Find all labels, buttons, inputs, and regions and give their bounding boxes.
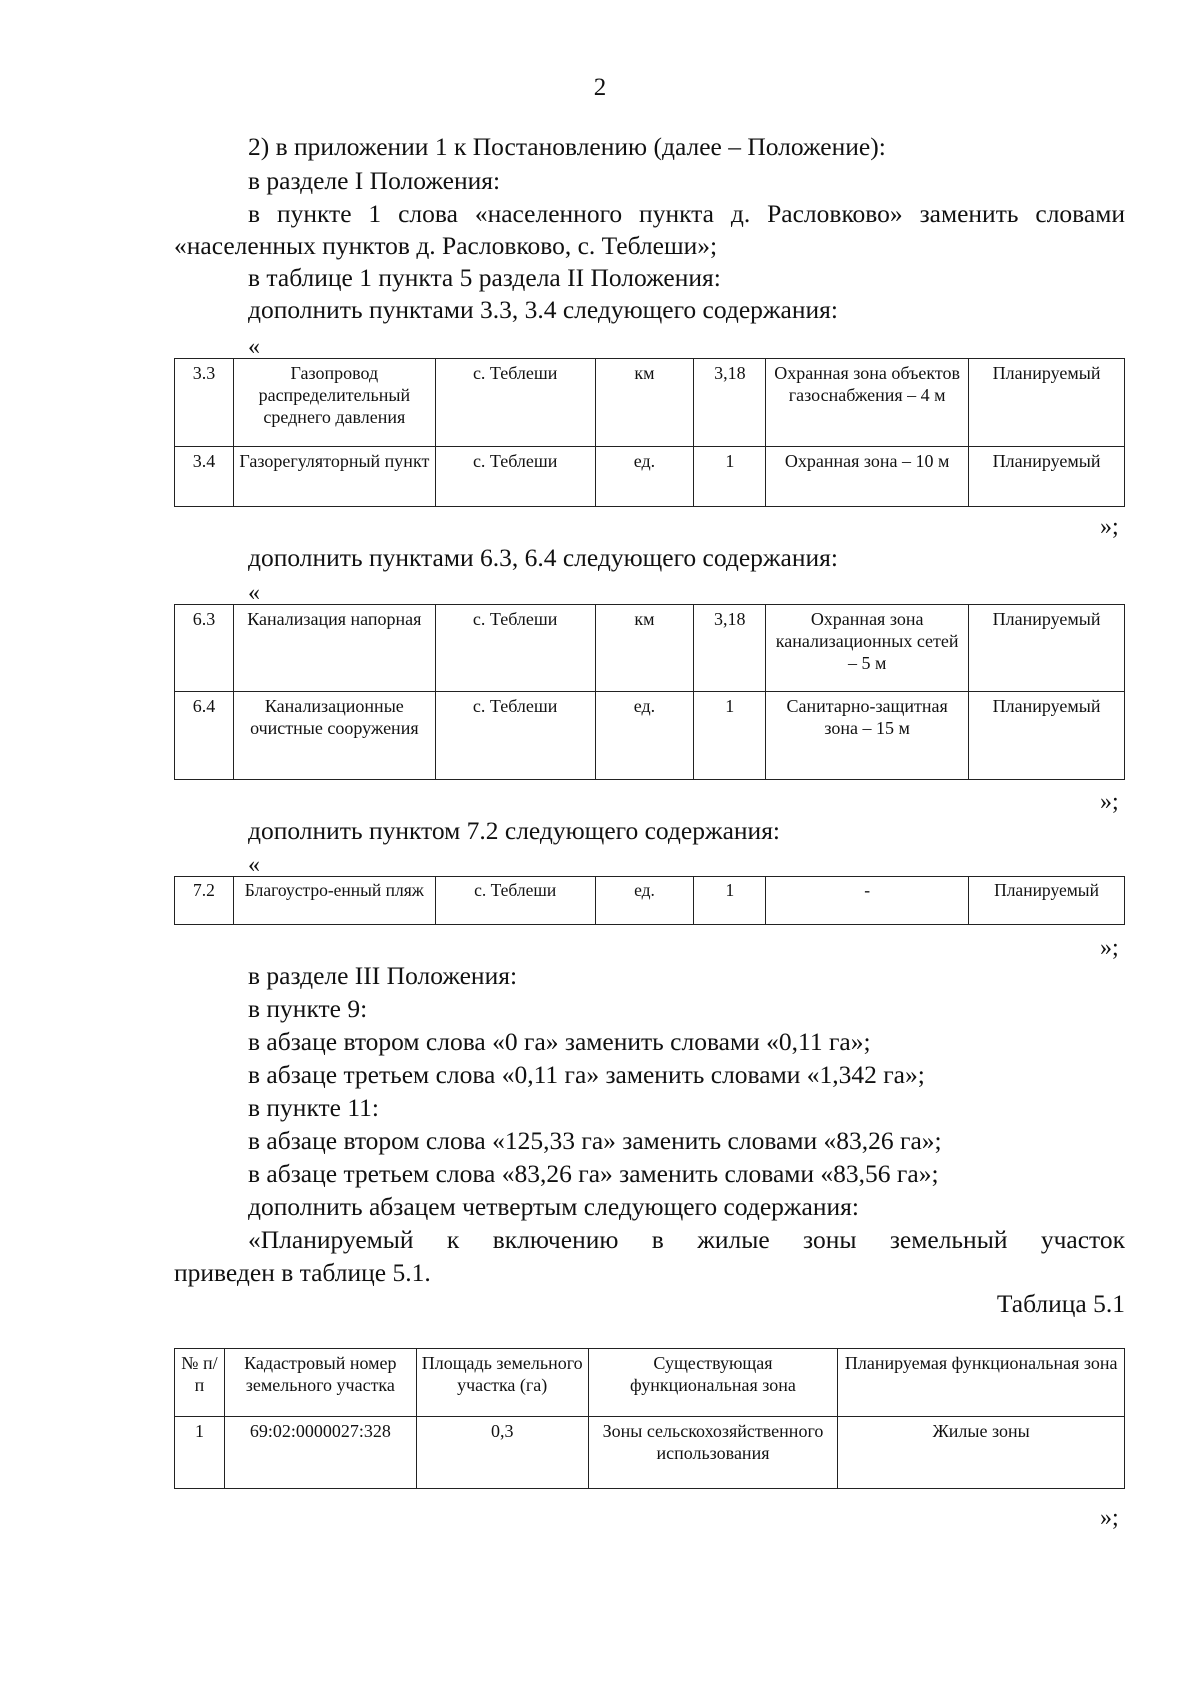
cell-zone: - <box>766 877 969 925</box>
paragraph: в пункте 9: <box>248 994 368 1023</box>
cell-unit: км <box>595 359 694 447</box>
paragraph: в абзаце втором слова «125,33 га» заменить словами «83,26 га»; <box>248 1126 942 1155</box>
cell-name: Газорегуляторный пункт <box>233 447 435 507</box>
header-area: Площадь земельного участка (га) <box>416 1349 588 1417</box>
cell-place: с. Теблеши <box>435 605 595 692</box>
cell-value: 3,18 <box>694 359 766 447</box>
table-row <box>175 605 1125 692</box>
paragraph: в таблице 1 пункта 5 раздела II Положения: <box>248 263 721 292</box>
cell-num: 7.2 <box>175 877 234 925</box>
paragraph: в пункте 1 слова «населенного пункта д. Расловково» заменить словами <box>248 199 1125 228</box>
cell-name: Канализационные очистные сооружения <box>233 692 435 780</box>
paragraph: дополнить пунктом 7.2 следующего содержания: <box>248 816 781 845</box>
cell-num: 6.3 <box>175 605 234 692</box>
table-row <box>175 692 1125 780</box>
cell-status: Планируемый <box>969 877 1125 925</box>
paragraph: в разделе I Положения: <box>248 166 501 195</box>
cell-status: Планируемый <box>969 359 1125 447</box>
cell-place: с. Теблеши <box>435 877 595 925</box>
cell-num: 3.4 <box>175 447 234 507</box>
cell-unit: км <box>595 605 694 692</box>
paragraph: в пункте 11: <box>248 1093 379 1122</box>
paragraph: «населенных пунктов д. Расловково, с. Теблеши»; <box>174 231 718 260</box>
paragraph: дополнить пунктами 6.3, 6.4 следующего содержания: <box>248 543 838 572</box>
cell-status: Планируемый <box>969 692 1125 780</box>
cell-num: 3.3 <box>175 359 234 447</box>
paragraph: в разделе III Положения: <box>248 961 518 990</box>
table-row <box>175 447 1125 507</box>
cell-status: Планируемый <box>969 447 1125 507</box>
cell-place: с. Теблеши <box>435 447 595 507</box>
cell-name: Благоустро-енный пляж <box>233 877 435 925</box>
open-quote: « <box>248 580 260 606</box>
cell-zone: Охранная зона канализационных сетей – 5 м <box>766 605 969 692</box>
cell-existing-zone: Зоны сельскохозяйственного использования <box>588 1417 838 1489</box>
paragraph: в абзаце третьем слова «0,11 га» заменить словами «1,342 га»; <box>248 1060 925 1089</box>
cell-zone: Охранная зона объектов газоснабжения – 4 м <box>766 359 969 447</box>
open-quote: « <box>248 334 260 360</box>
cell-zone: Охранная зона – 10 м <box>766 447 969 507</box>
paragraph: «Планируемый к включению в жилые зоны земельный участок <box>248 1225 1125 1254</box>
header-num: № п/п <box>175 1349 225 1417</box>
header-existing-zone: Существующая функциональная зона <box>588 1349 838 1417</box>
header-planned-zone: Планируемая функциональная зона <box>838 1349 1125 1417</box>
close-quote: »; <box>1100 1505 1119 1531</box>
cell-place: с. Теблеши <box>435 359 595 447</box>
paragraph: в абзаце втором слова «0 га» заменить словами «0,11 га»; <box>248 1027 871 1056</box>
close-quote: »; <box>1100 514 1119 540</box>
cell-cadastral: 69:02:0000027:328 <box>224 1417 416 1489</box>
header-cadastral: Кадастровый номер земельного участка <box>224 1349 416 1417</box>
table-5-1 <box>174 1348 1125 1489</box>
cell-area: 0,3 <box>416 1417 588 1489</box>
cell-unit: ед. <box>595 692 694 780</box>
cell-name: Газопровод распределительный среднего давления <box>233 359 435 447</box>
table-beach <box>174 876 1125 925</box>
cell-zone: Санитарно-защитная зона – 15 м <box>766 692 969 780</box>
cell-name: Канализация напорная <box>233 605 435 692</box>
paragraph: приведен в таблице 5.1. <box>174 1258 431 1287</box>
close-quote: »; <box>1100 789 1119 815</box>
cell-status: Планируемый <box>969 605 1125 692</box>
table-row <box>175 877 1125 925</box>
table-title: Таблица 5.1 <box>996 1289 1125 1318</box>
table-header-row <box>175 1349 1125 1417</box>
table-row <box>175 1417 1125 1489</box>
table-sewerage <box>174 604 1125 780</box>
open-quote: « <box>248 852 260 878</box>
paragraph: дополнить пунктами 3.3, 3.4 следующего содержания: <box>248 295 838 324</box>
paragraph: в абзаце третьем слова «83,26 га» заменить словами «83,56 га»; <box>248 1159 939 1188</box>
page-number: 2 <box>593 74 607 101</box>
cell-planned-zone: Жилые зоны <box>838 1417 1125 1489</box>
close-quote: »; <box>1100 935 1119 961</box>
cell-value: 3,18 <box>694 605 766 692</box>
cell-num: 1 <box>175 1417 225 1489</box>
cell-num: 6.4 <box>175 692 234 780</box>
cell-value: 1 <box>694 877 766 925</box>
cell-value: 1 <box>694 692 766 780</box>
table-gas <box>174 358 1125 507</box>
table-row <box>175 359 1125 447</box>
paragraph: 2) в приложении 1 к Постановлению (далее – Положение): <box>248 132 886 161</box>
paragraph: дополнить абзацем четвертым следующего содержания: <box>248 1192 859 1221</box>
cell-unit: ед. <box>595 877 694 925</box>
cell-place: с. Теблеши <box>435 692 595 780</box>
cell-unit: ед. <box>595 447 694 507</box>
cell-value: 1 <box>694 447 766 507</box>
